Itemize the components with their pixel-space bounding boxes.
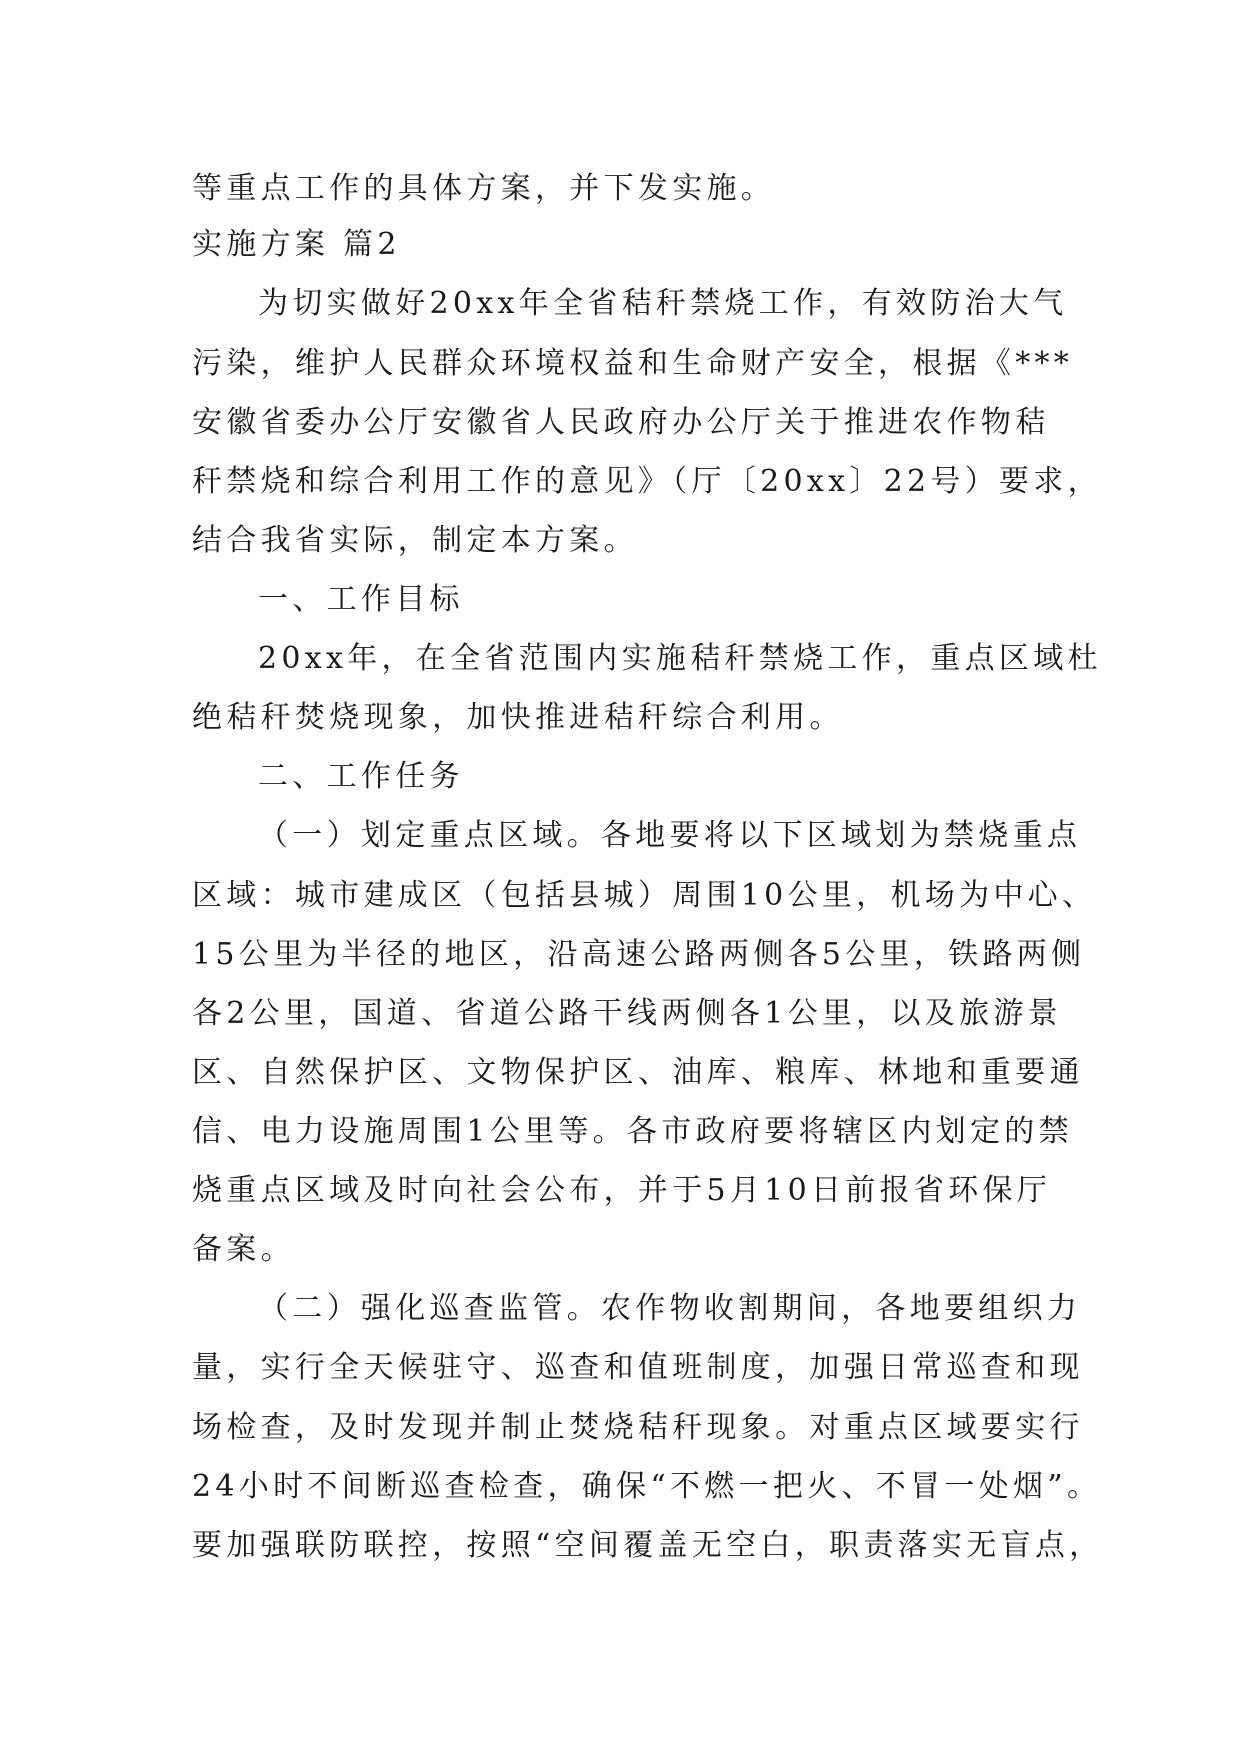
- text-line: 24小时不间断巡查检查，确保“不燃一把火、不冒一处烟”。: [192, 1469, 1102, 1504]
- text-line: 量，实行全天候驻守、巡查和值班制度，加强日常巡查和现: [192, 1350, 1084, 1385]
- section-heading: 实施方案 篇2: [192, 227, 401, 262]
- text-line: 秆禁烧和综合利用工作的意见》（厅〔20xx〕22号）要求，: [192, 464, 1102, 499]
- text-line: 安徽省委办公厅安徽省人民政府办公厅关于推进农作物秸: [192, 405, 1050, 440]
- text-line: 结合我省实际，制定本方案。: [192, 523, 638, 558]
- text-line: 各2公里，国道、省道公路干线两侧各1公里，以及旅游景: [192, 996, 1062, 1031]
- text-line: 15公里为半径的地区，沿高速公路两侧各5公里，铁路两侧: [192, 937, 1086, 972]
- text-line: 绝秸秆焚烧现象，加快推进秸秆综合利用。: [192, 700, 844, 735]
- text-line: 区域：城市建成区（包括县城）周围10公里，机场为中心、: [192, 878, 1097, 913]
- text-line: 场检查，及时发现并制止焚烧秸秆现象。对重点区域要实行: [192, 1410, 1084, 1445]
- text-line: 区、自然保护区、文物保护区、油库、粮库、林地和重要通: [192, 1055, 1084, 1090]
- text-line: 要加强联防联控，按照“空间覆盖无空白，职责落实无盲点，: [192, 1528, 1104, 1563]
- text-line: （二）强化巡查监管。农作物收割期间，各地要组织力: [258, 1291, 1082, 1326]
- subheading: 一、工作目标: [258, 582, 464, 617]
- text-line: 等重点工作的具体方案，并下发实施。: [192, 171, 776, 206]
- text-line: 烧重点区域及时向社会公布，并于5月10日前报省环保厅: [192, 1173, 1052, 1208]
- text-line: 为切实做好20xx年全省秸秆禁烧工作，有效防治大气: [258, 286, 1068, 321]
- subheading: 二、工作任务: [258, 759, 464, 794]
- text-line: 污染，维护人民群众环境权益和生命财产安全，根据《***: [192, 346, 1074, 381]
- text-line: 备案。: [192, 1232, 295, 1267]
- text-line: 信、电力设施周围1公里等。各市政府要将辖区内划定的禁: [192, 1114, 1073, 1149]
- text-line: （一）划定重点区域。各地要将以下区域划为禁烧重点: [258, 818, 1082, 853]
- text-line: 20xx年，在全省范围内实施秸秆禁烧工作，重点区域杜: [258, 641, 1102, 676]
